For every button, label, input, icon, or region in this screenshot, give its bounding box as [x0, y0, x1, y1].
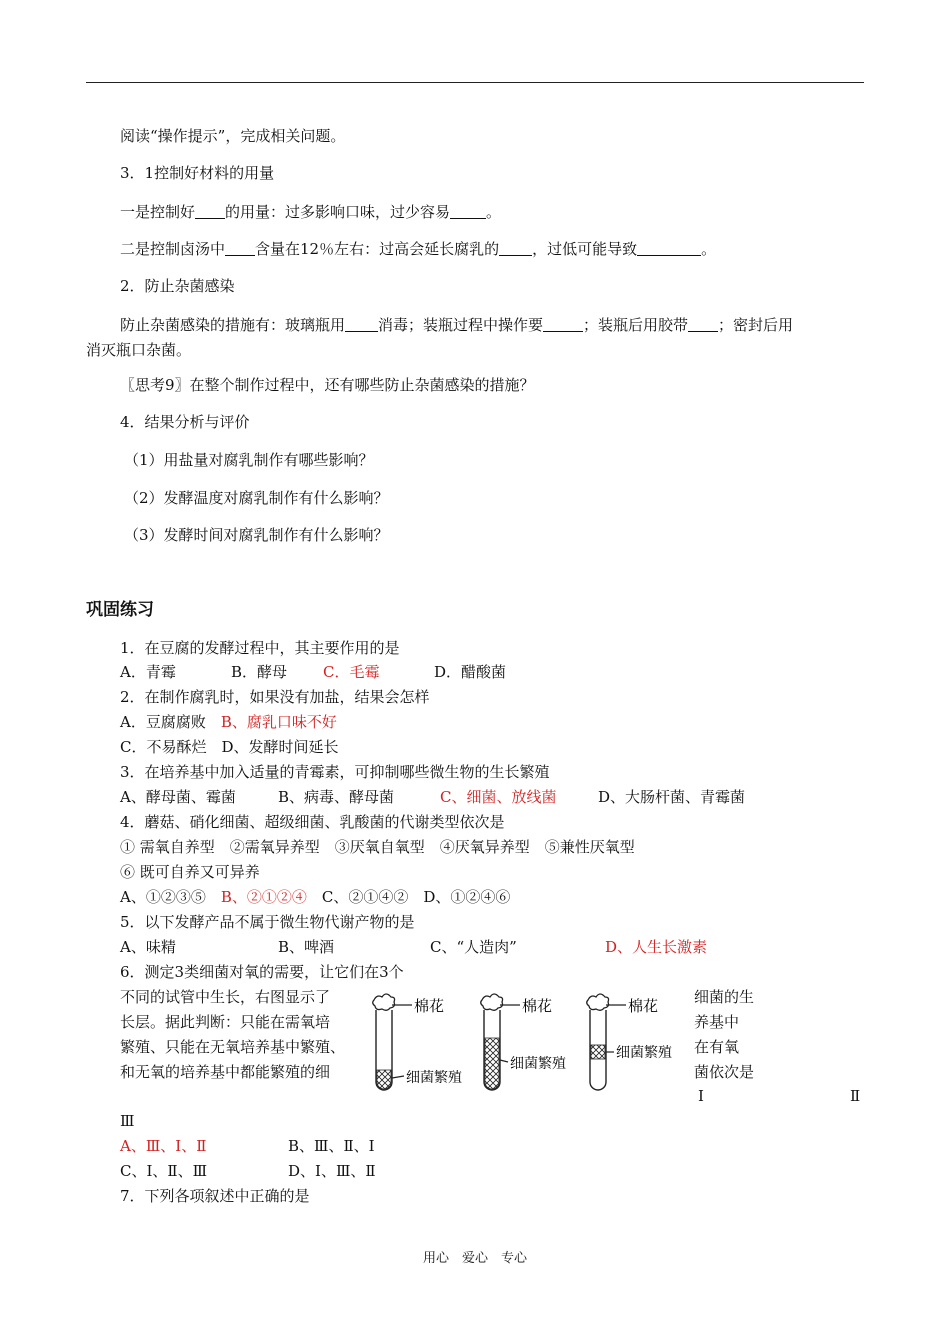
tube-numeral-ii: Ⅱ: [850, 1087, 861, 1105]
tube-numeral-iii: Ⅲ: [120, 1112, 135, 1130]
cotton-label: 棉花: [522, 997, 553, 1015]
q5-option-b: B、啤酒: [278, 938, 335, 956]
cotton-plug-icon: [587, 994, 609, 1010]
q5-option-d-answer: D、人生长激素: [605, 938, 708, 956]
q6-text-right-3: 在有氧: [694, 1038, 740, 1056]
tube-numeral-i: Ⅰ: [698, 1087, 704, 1105]
q1-stem: 1．在豆腐的发酵过程中，其主要作用的是: [120, 639, 400, 657]
q2-stem: 2．在制作腐乳时，如果没有加盐，结果会怎样: [120, 688, 430, 706]
q6-text-left-4: 和无氧的培养基中都能繁殖的细: [120, 1063, 331, 1081]
q2-option-d: D、发酵时间延长: [221, 738, 339, 756]
answer-blank: [195, 204, 225, 219]
q6-text-left-1: 不同的试管中生长，右图显示了: [120, 988, 331, 1006]
subheading-4: 4．结果分析与评价: [120, 413, 250, 431]
growth-label: 细菌繁殖: [406, 1070, 462, 1086]
q5-option-a: A、味精: [120, 938, 176, 956]
q2-option-b-answer: B、腐乳口味不好: [220, 713, 337, 731]
fill-line-1: 一是控制好 的用量：过多影响口味，过少容易 。: [120, 203, 502, 221]
q1-option-a: A．青霉: [120, 663, 176, 681]
q3-option-a: A、酵母菌、霉菌: [120, 788, 236, 806]
q4-options: [120, 888, 510, 906]
header-rule: [86, 82, 864, 83]
test-tube-1: [373, 994, 462, 1090]
q2-options-2: [120, 738, 339, 756]
q6-option-a-answer: A、Ⅲ、Ⅰ、Ⅱ: [120, 1137, 207, 1155]
q5-stem: 5．以下发酵产品不属于微生物代谢产物的是: [120, 913, 415, 931]
q3-option-c-answer: C、细菌、放线菌: [440, 788, 557, 806]
fill-line-3-cont: 消灭瓶口杂菌。: [86, 341, 192, 359]
q1-option-d: D．醋酸菌: [434, 663, 507, 681]
q3-stem: 3．在培养基中加入适量的青霉素，可抑制哪些微生物的生长繁殖: [120, 763, 550, 781]
subheading-3-1: 3．1控制好材料的用量: [120, 164, 275, 182]
answer-blank: [450, 204, 486, 219]
practice-heading: 巩固练习: [86, 600, 154, 620]
page-footer: 用心 爱心 专心: [422, 1251, 527, 1266]
q3-option-d: D、大肠杆菌、青霉菌: [598, 788, 746, 806]
test-tube-2: [481, 994, 566, 1090]
growth-label: 细菌繁殖: [510, 1056, 566, 1072]
answer-blank: [688, 317, 718, 332]
growth-label: 细菌繁殖: [616, 1045, 672, 1061]
q4-option-b-answer: B、②①②④: [220, 888, 307, 906]
fill-line-3: 防止杂菌感染的措施有：玻璃瓶用 消毒；装瓶过程中操作要 ；装瓶后用胶带 ；密封后用: [120, 316, 794, 334]
q4-option-d: D、①②④⑥: [423, 888, 511, 906]
cotton-plug-icon: [373, 994, 395, 1010]
q6-text-right-2: 养基中: [694, 1013, 740, 1031]
answer-blank: [345, 317, 378, 332]
cotton-label: 棉花: [414, 997, 445, 1015]
q2-option-a: A．豆腐腐败: [120, 713, 206, 731]
q1-option-b: B．酵母: [231, 663, 288, 681]
cotton-label: 棉花: [628, 997, 659, 1015]
answer-blank: [637, 241, 701, 256]
analysis-q3: （3）发酵时间对腐乳制作有什么影响？: [124, 526, 389, 544]
q4-list-2: ⑥ 既可自养又可异养: [120, 863, 260, 881]
q6-text-left-3: 繁殖、只能在无氧培养基中繁殖、: [120, 1038, 346, 1056]
q6-text-right-4: 菌依次是: [694, 1063, 755, 1081]
q2-options-1: [120, 713, 337, 731]
q6-stem: 6．测定3类细菌对氧的需要，让它们在3个: [120, 963, 404, 981]
answer-blank: [543, 317, 583, 332]
q6-option-d: D、Ⅰ、Ⅲ、Ⅱ: [288, 1162, 376, 1180]
q3-option-b: B、病毒、酵母菌: [278, 788, 395, 806]
analysis-q1: （1）用盐量对腐乳制作有哪些影响？: [124, 451, 374, 469]
q4-list-1: ① 需氧自养型 ②需氧异养型 ③厌氧自氧型 ④厌氧异养型 ⑤兼性厌氧型: [120, 838, 635, 856]
analysis-q2: （2）发酵温度对腐乳制作有什么影响？: [124, 489, 389, 507]
subheading-2: 2．防止杂菌感染: [120, 277, 235, 295]
test-tube-figure: [370, 990, 690, 1096]
q6-option-c: C、Ⅰ、Ⅱ、Ⅲ: [120, 1162, 208, 1180]
q6-option-b: B、Ⅲ、Ⅱ、Ⅰ: [288, 1137, 375, 1155]
intro-line: 阅读“操作提示”，完成相关问题。: [120, 127, 346, 145]
q4-stem: 4．蘑菇、硝化细菌、超级细菌、乳酸菌的代谢类型依次是: [120, 813, 505, 831]
test-tube-3: [587, 994, 672, 1090]
q6-text-left-2: 长层。据此判断：只能在需氧培: [120, 1013, 331, 1031]
q2-option-c: C．不易酥烂: [120, 738, 207, 756]
q4-option-a: A、①②③⑤: [120, 888, 206, 906]
cotton-plug-icon: [481, 994, 503, 1010]
answer-blank: [499, 241, 532, 256]
q7-stem: 7．下列各项叙述中正确的是: [120, 1187, 310, 1205]
answer-blank: [225, 241, 255, 256]
q6-text-right-1: 细菌的生: [694, 988, 755, 1006]
q5-option-c: C、“人造肉”: [430, 938, 517, 956]
think-9: 〖思考9〗在整个制作过程中，还有哪些防止杂菌感染的措施？: [120, 376, 535, 394]
fill-line-2: 二是控制卤汤中 含量在12％左右：过高会延长腐乳的 ，过低可能导致 。: [120, 240, 717, 258]
q1-option-c-answer: C．毛霉: [323, 663, 380, 681]
q4-option-c: C、②①④②: [321, 888, 409, 906]
